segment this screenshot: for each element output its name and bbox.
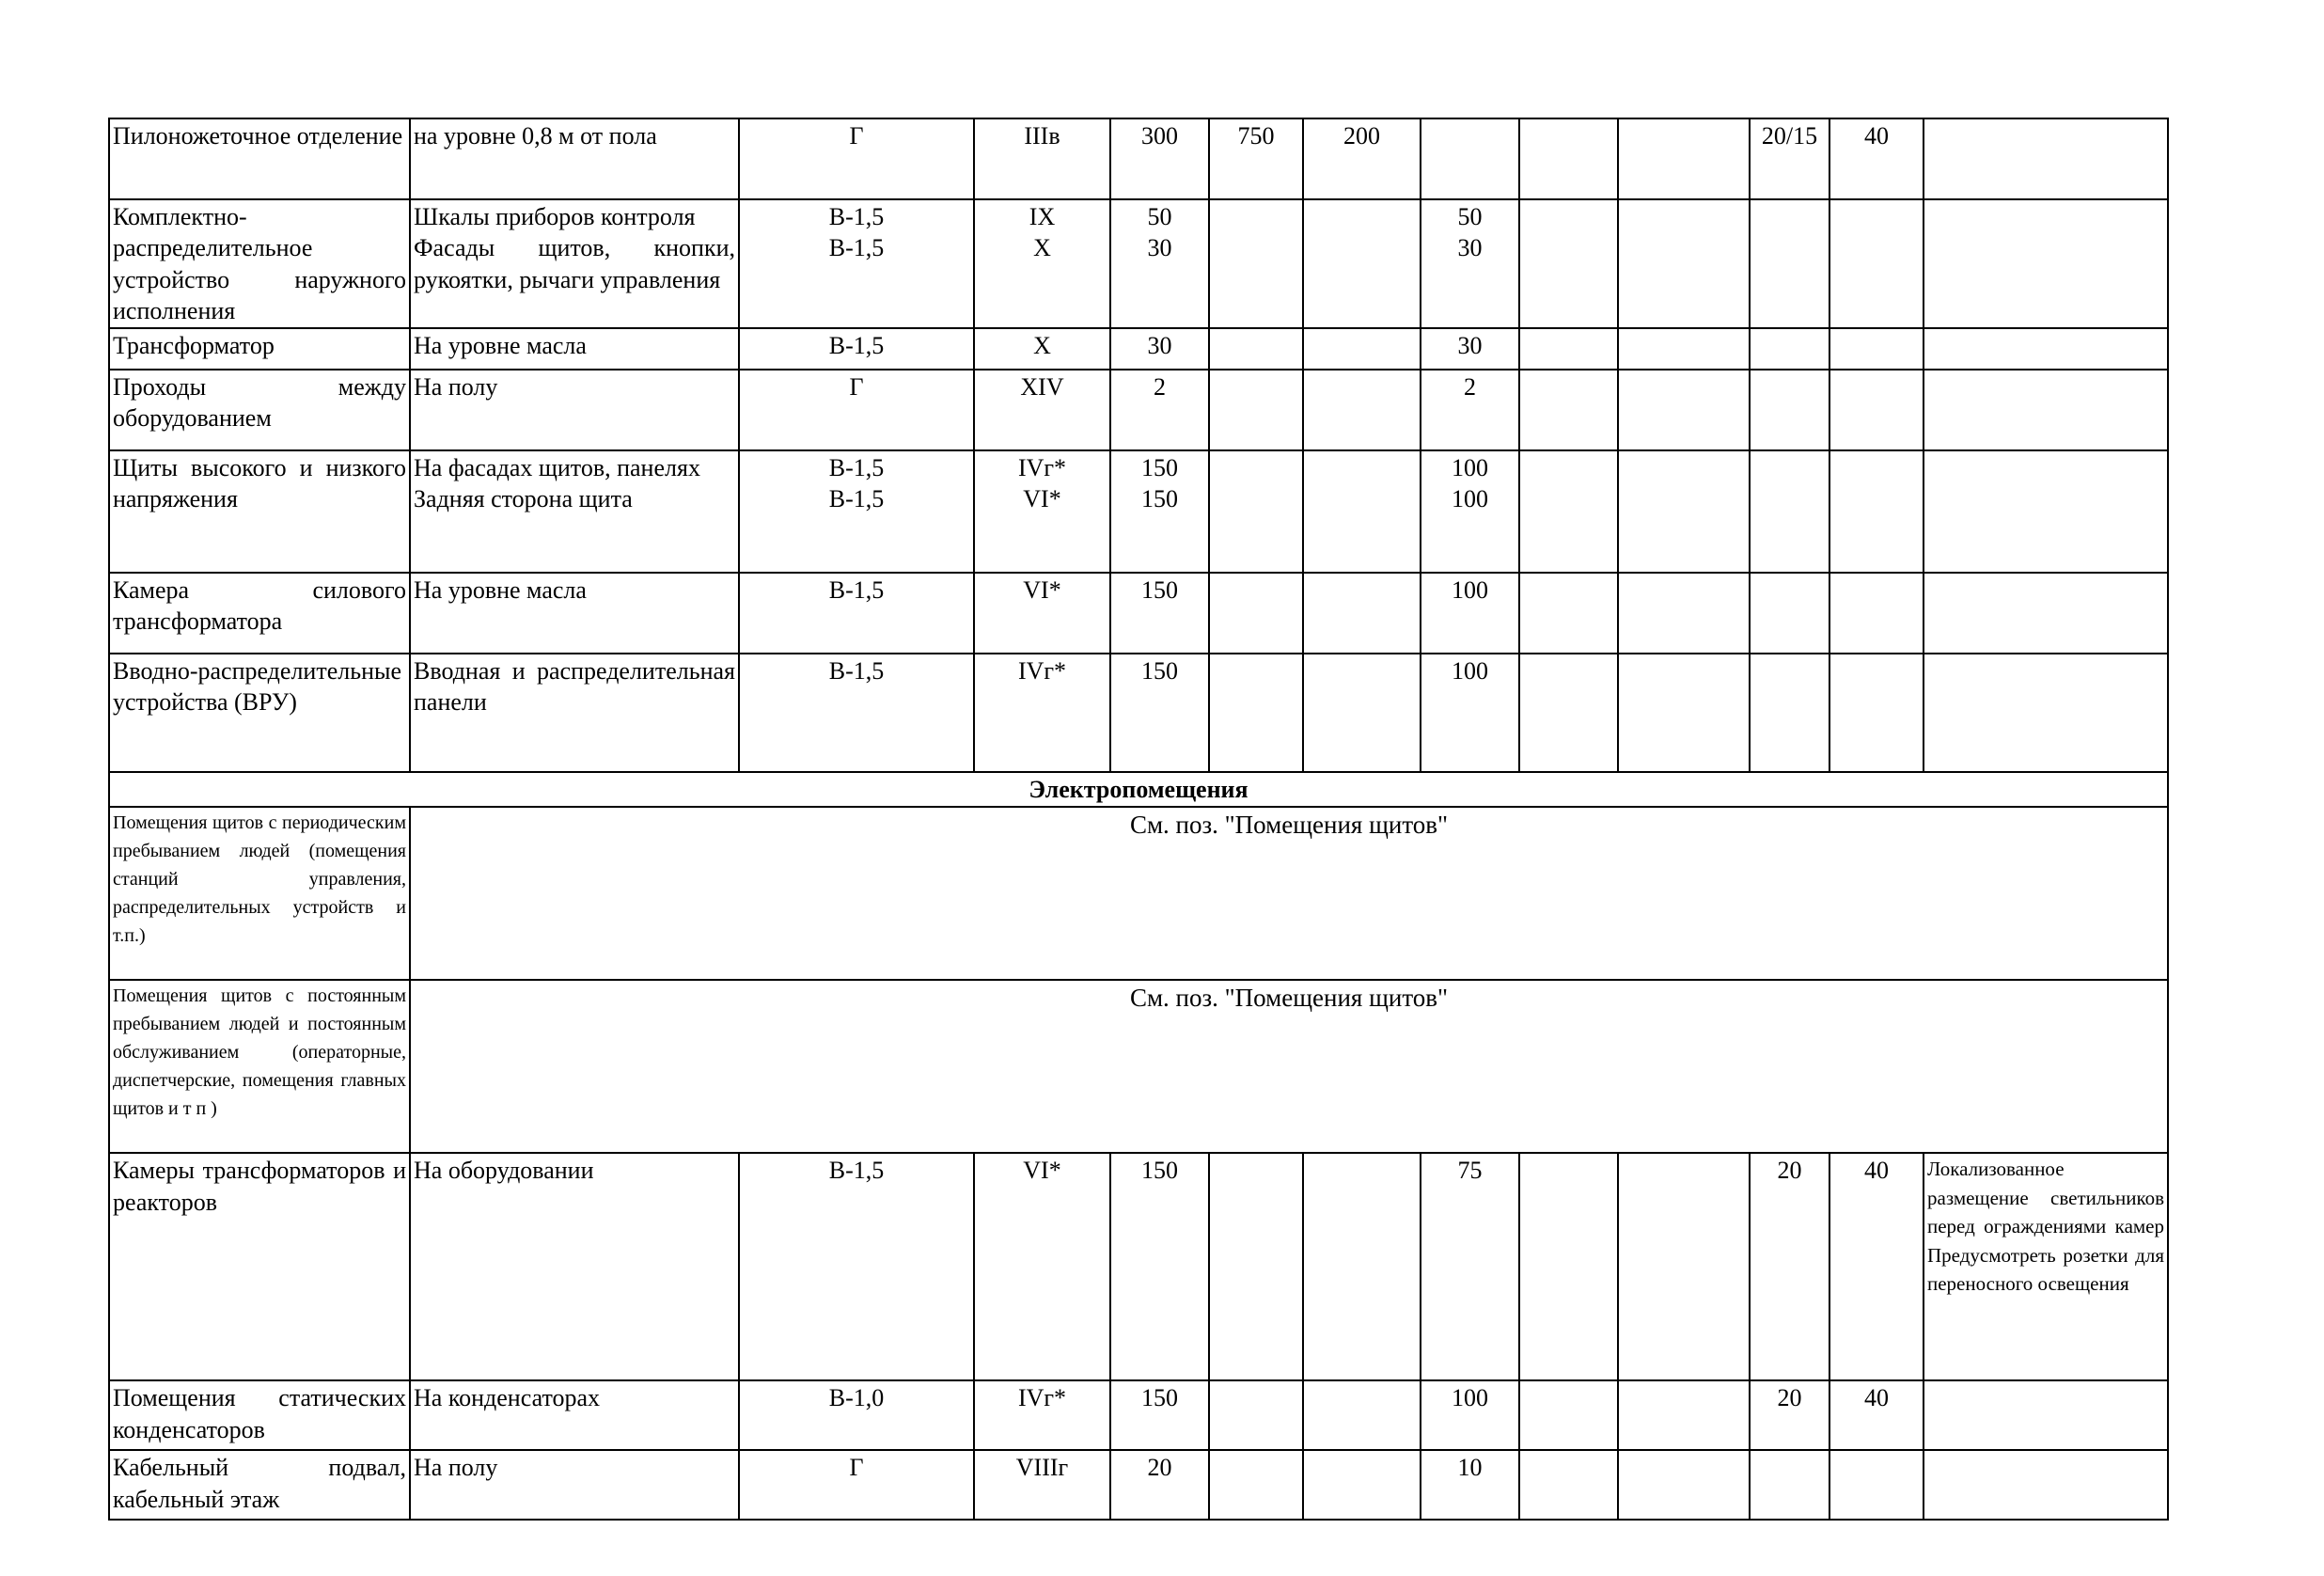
general-lux-cell [1421, 199, 1519, 328]
glare-index-cell: 20 [1750, 1153, 1829, 1380]
combined-lux-cell [1110, 118, 1209, 199]
col-10-cell [1618, 370, 1750, 450]
col-9-cell [1519, 328, 1618, 370]
col-10-cell [1618, 1380, 1750, 1450]
work-plane-cell [739, 328, 974, 370]
col-10-cell [1618, 573, 1750, 654]
general-lux-cell-line: 50 [1457, 203, 1483, 230]
work-surface-cell-line: На уровне масла [414, 332, 587, 360]
lux-col-6-cell [1209, 370, 1303, 450]
work-surface-cell [410, 573, 739, 654]
general-lux-cell [1421, 450, 1519, 573]
note-cell [1924, 1380, 2168, 1450]
lux-col-6-cell [1209, 654, 1303, 772]
glare-index-cell [1750, 1450, 1829, 1520]
room-name-cell: Помещения щитов с постоянным пребыванием людей и постоянным обслуживанием (операторные, диспетчерские, помещения главных щитов и т п ) [109, 980, 410, 1153]
work-surface-cell: На оборудовании [410, 1153, 739, 1380]
table-row [109, 654, 2168, 772]
col-9-cell [1519, 450, 1618, 573]
room-name-cell: Помещения щитов с периодическим пребыванием людей (помещения станций управления, распределительных устройств и т.п.) [109, 807, 410, 980]
visual-category-cell [974, 573, 1110, 654]
pulsation-cell: 40 [1829, 1153, 1924, 1380]
general-lux-cell-line: 100 [1452, 485, 1488, 513]
combined-lux-cell: 150 [1110, 1153, 1209, 1380]
work-plane-cell [739, 654, 974, 772]
combined-lux-cell [1110, 370, 1209, 450]
visual-category-cell-line: IVг* [1017, 454, 1067, 482]
combined-lux-cell-line: 150 [1141, 485, 1178, 513]
col-9-cell [1519, 1153, 1618, 1380]
col-9-cell [1519, 1450, 1618, 1520]
work-plane-cell-line: В-1,5 [828, 454, 885, 482]
work-plane-cell-line: В-1,5 [828, 203, 885, 230]
table-row [109, 573, 2168, 654]
pulsation-cell [1829, 450, 1924, 573]
visual-category-cell-line: VI* [1023, 485, 1061, 513]
general-lux-cell: 75 [1421, 1153, 1519, 1380]
col-10-cell [1618, 118, 1750, 199]
combined-lux-cell [1110, 328, 1209, 370]
work-surface-cell: На полу [410, 1450, 739, 1520]
lux-col-6-cell [1209, 573, 1303, 654]
table-row [109, 199, 2168, 328]
visual-category-cell-line: IIIв [1024, 122, 1060, 150]
work-surface-cell-line: Фасады щитов, кнопки, рукоятки, рычаги управления [414, 234, 735, 293]
room-name-cell: Комплектно-распределительное устройство наружного исполнения [109, 199, 410, 328]
table-body-reference-rows [109, 807, 2168, 1153]
table-body-bottom [109, 1153, 2168, 1520]
combined-lux-cell-line: 2 [1154, 373, 1166, 402]
room-name-cell: Трансформатор [109, 328, 410, 370]
work-plane-cell [739, 450, 974, 573]
note-cell [1924, 1450, 2168, 1520]
lux-col-7-cell [1303, 450, 1421, 573]
col-9-cell [1519, 118, 1618, 199]
visual-category-cell-line: IX [1029, 203, 1056, 230]
room-name-cell: Пилоножеточное отделение [109, 118, 410, 199]
visual-category-cell [974, 370, 1110, 450]
glare-index-cell [1750, 199, 1829, 328]
work-plane-cell [739, 573, 974, 654]
visual-category-cell-line: IVг* [1017, 657, 1067, 686]
table-row [109, 118, 2168, 199]
work-plane-cell [739, 370, 974, 450]
work-surface-cell [410, 450, 739, 573]
visual-category-cell [974, 199, 1110, 328]
lux-col-6-cell [1209, 1153, 1303, 1380]
lux-col-6-cell [1209, 118, 1303, 199]
lux-col-6-cell-line: 750 [1237, 122, 1275, 150]
room-name-cell: Помещения статических конденсаторов [109, 1380, 410, 1450]
col-9-cell [1519, 573, 1618, 654]
general-lux-cell [1421, 573, 1519, 654]
table-row [109, 370, 2168, 450]
norms-table-page [108, 118, 2169, 1521]
pulsation-cell: 40 [1829, 118, 1924, 199]
work-plane-cell: В-1,5 [739, 1153, 974, 1380]
glare-index-cell [1750, 654, 1829, 772]
note-cell [1924, 573, 2168, 654]
lux-col-7-cell [1303, 1153, 1421, 1380]
visual-category-cell [974, 328, 1110, 370]
col-9-cell [1519, 370, 1618, 450]
pulsation-cell [1829, 370, 1924, 450]
pulsation-cell [1829, 199, 1924, 328]
work-surface-cell-line: Шкалы приборов контроля [414, 203, 696, 230]
room-name-cell: Камера силового трансформатора [109, 573, 410, 654]
work-plane-cell-line: В-1,5 [828, 576, 885, 605]
glare-index-cell [1750, 450, 1829, 573]
reference-cell: См. поз. "Помещения щитов" [410, 980, 2168, 1153]
work-surface-cell [410, 199, 739, 328]
visual-category-cell [974, 118, 1110, 199]
work-plane-cell [739, 118, 974, 199]
glare-index-cell [1750, 328, 1829, 370]
table-row [109, 450, 2168, 573]
work-surface-cell: На конденсаторах [410, 1380, 739, 1450]
col-9-cell [1519, 1380, 1618, 1450]
work-plane-cell-line: В-1,5 [828, 657, 885, 686]
work-surface-cell [410, 654, 739, 772]
general-lux-cell-line: 100 [1452, 576, 1488, 605]
work-surface-cell-line: на уровне 0,8 м от пола [414, 122, 657, 150]
room-name-cell: Щиты высокого и низкого напряжения [109, 450, 410, 573]
combined-lux-cell-line: 30 [1147, 332, 1172, 360]
visual-category-cell [974, 654, 1110, 772]
combined-lux-cell [1110, 573, 1209, 654]
work-surface-cell [410, 370, 739, 450]
illumination-norms-table [108, 118, 2169, 1521]
work-plane-cell-line: В-1,5 [828, 234, 885, 262]
col-10-cell [1618, 1450, 1750, 1520]
visual-category-cell-line: VI* [1023, 576, 1061, 605]
general-lux-cell-line: 100 [1452, 454, 1488, 482]
glare-index-cell: 20/15 [1750, 118, 1829, 199]
visual-category-cell: VIIIг [974, 1450, 1110, 1520]
lux-col-6-cell [1209, 450, 1303, 573]
pulsation-cell [1829, 1450, 1924, 1520]
combined-lux-cell: 150 [1110, 1380, 1209, 1450]
col-10-cell [1618, 199, 1750, 328]
general-lux-cell: 100 [1421, 1380, 1519, 1450]
combined-lux-cell [1110, 199, 1209, 328]
lux-col-7-cell [1303, 370, 1421, 450]
work-surface-cell-line: Вводная и распределительная панели [414, 657, 735, 717]
visual-category-cell: IVг* [974, 1380, 1110, 1450]
combined-lux-cell: 20 [1110, 1450, 1209, 1520]
lux-col-6-cell [1209, 199, 1303, 328]
general-lux-cell-line: 30 [1457, 234, 1483, 262]
room-name-cell: Проходы между оборудованием [109, 370, 410, 450]
visual-category-cell-line: X [1033, 332, 1051, 360]
table-row [109, 328, 2168, 370]
visual-category-cell: VI* [974, 1153, 1110, 1380]
pulsation-cell: 40 [1829, 1380, 1924, 1450]
general-lux-cell-line: 100 [1452, 657, 1488, 686]
general-lux-cell: 10 [1421, 1450, 1519, 1520]
combined-lux-cell-line: 150 [1141, 576, 1178, 605]
lux-col-7-cell [1303, 573, 1421, 654]
room-name-cell: Кабельный подвал, кабельный этаж [109, 1450, 410, 1520]
col-9-cell [1519, 654, 1618, 772]
room-name-cell: Вводно-распределительные устройства (ВРУ) [109, 654, 410, 772]
general-lux-cell-line: 2 [1464, 373, 1476, 402]
lux-col-7-cell [1303, 199, 1421, 328]
table-row [109, 1450, 2168, 1520]
col-10-cell [1618, 328, 1750, 370]
table-row [109, 1153, 2168, 1380]
work-plane-cell-line: Г [849, 122, 864, 150]
work-surface-cell [410, 118, 739, 199]
pulsation-cell [1829, 328, 1924, 370]
combined-lux-cell-line: 50 [1147, 203, 1172, 230]
combined-lux-cell [1110, 654, 1209, 772]
lux-col-7-cell [1303, 118, 1421, 199]
note-cell [1924, 118, 2168, 199]
general-lux-cell [1421, 118, 1519, 199]
work-surface-cell-line: На фасадах щитов, панелях [414, 454, 700, 482]
combined-lux-cell-line: 150 [1141, 454, 1178, 482]
work-plane-cell-line: Г [849, 373, 864, 402]
glare-index-cell: 20 [1750, 1380, 1829, 1450]
table-row [109, 807, 2168, 980]
reference-cell: См. поз. "Помещения щитов" [410, 807, 2168, 980]
glare-index-cell [1750, 573, 1829, 654]
pulsation-cell [1829, 573, 1924, 654]
pulsation-cell [1829, 654, 1924, 772]
work-plane-cell-line: В-1,5 [828, 332, 885, 360]
note-cell [1924, 328, 2168, 370]
glare-index-cell [1750, 370, 1829, 450]
note-cell [1924, 370, 2168, 450]
general-lux-cell [1421, 328, 1519, 370]
work-surface-cell-line: На полу [414, 373, 498, 402]
combined-lux-cell [1110, 450, 1209, 573]
lux-col-7-cell [1303, 1450, 1421, 1520]
col-9-cell [1519, 199, 1618, 328]
table-row [109, 980, 2168, 1153]
combined-lux-cell-line: 150 [1141, 657, 1178, 686]
general-lux-cell [1421, 370, 1519, 450]
combined-lux-cell-line: 30 [1147, 234, 1172, 262]
lux-col-7-cell-line: 200 [1343, 122, 1380, 150]
col-10-cell [1618, 450, 1750, 573]
work-plane-cell: В-1,0 [739, 1380, 974, 1450]
combined-lux-cell-line: 300 [1141, 122, 1178, 150]
lux-col-7-cell [1303, 328, 1421, 370]
visual-category-cell [974, 450, 1110, 573]
work-plane-cell-line: В-1,5 [828, 485, 885, 513]
visual-category-cell-line: XIV [1020, 373, 1064, 402]
work-plane-cell [739, 199, 974, 328]
general-lux-cell-line: 30 [1457, 332, 1483, 360]
note-cell [1924, 450, 2168, 573]
lux-col-6-cell [1209, 1450, 1303, 1520]
lux-col-6-cell [1209, 328, 1303, 370]
room-name-cell: Камеры трансформаторов и реакторов [109, 1153, 410, 1380]
note-cell: Локализованное размещение светильников перед ограждениями камер Предусмотреть розетки для переносного освещения [1924, 1153, 2168, 1380]
lux-col-6-cell [1209, 1380, 1303, 1450]
visual-category-cell-line: X [1033, 234, 1051, 262]
lux-col-7-cell [1303, 654, 1421, 772]
col-10-cell [1618, 1153, 1750, 1380]
table-body-top [109, 118, 2168, 772]
section-header-row [109, 772, 2168, 807]
general-lux-cell [1421, 654, 1519, 772]
work-plane-cell: Г [739, 1450, 974, 1520]
work-surface-cell [410, 328, 739, 370]
work-surface-cell-line: Задняя сторона щита [414, 485, 633, 513]
col-10-cell [1618, 654, 1750, 772]
note-cell [1924, 199, 2168, 328]
section-title: Электропомещения [109, 772, 2168, 807]
work-surface-cell-line: На уровне масла [414, 576, 587, 605]
note-cell [1924, 654, 2168, 772]
lux-col-7-cell [1303, 1380, 1421, 1450]
table-row [109, 1380, 2168, 1450]
